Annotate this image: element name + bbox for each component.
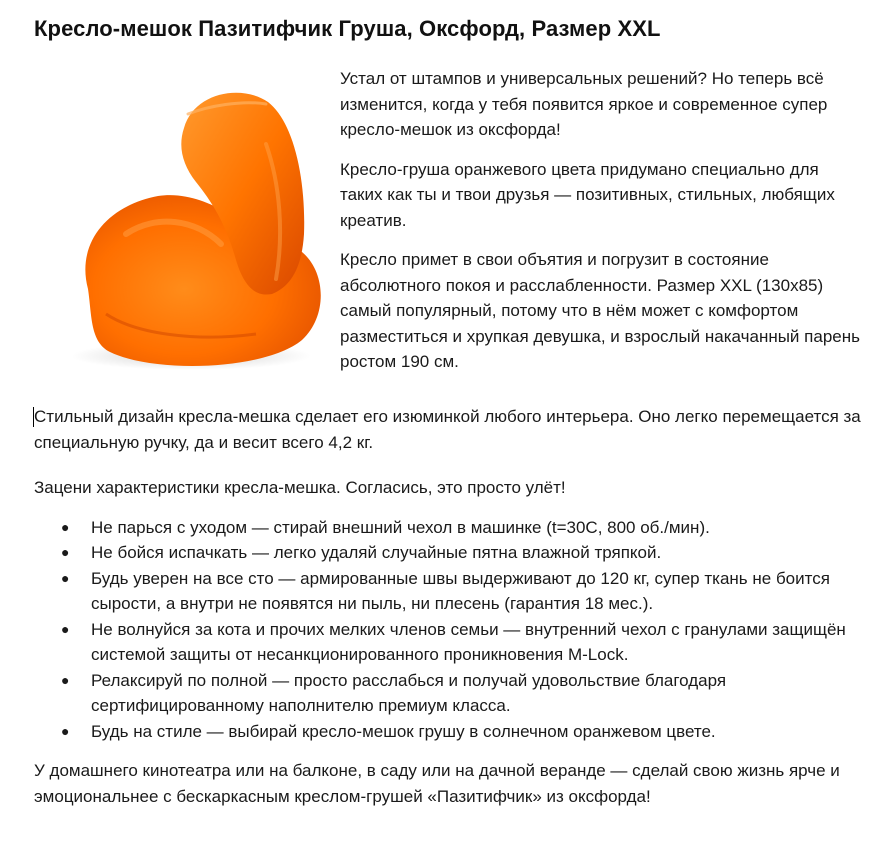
- list-item-text: Не волнуйся за кота и прочих мелких членов семьи — внутренний чехол с гранулами защищён системой защиты от несанкционированного проникновения M-Lock.: [91, 619, 846, 664]
- bullet-icon: ●: [61, 569, 70, 586]
- body-paragraph: Зацени характеристики кресла-мешка. Согласись, это просто улёт!: [34, 478, 566, 497]
- list-item-text: Релаксируй по полной — просто расслабься и получай удовольствие благодаря сертифицированному наполнителю премиум класса.: [91, 670, 727, 715]
- body-paragraph: Стильный дизайн кресла-мешка сделает его изюминкой любого интерьера. Оно легко перемещается за специальную ручку, да и весит всего 4,2 кг.: [34, 407, 861, 452]
- page-title: Кресло-мешок Пазитифчик Груша, Оксфорд, Размер XXL: [34, 16, 661, 41]
- bullet-icon: ●: [61, 544, 70, 560]
- list-item: [34, 617, 864, 668]
- intro-paragraph: Устал от штампов и универсальных решений? Но теперь всё изменится, когда у тебя появится яркое и современное супер кресло-мешок из оксфорда!: [340, 69, 828, 139]
- list-item: [34, 719, 864, 745]
- list-item: [34, 515, 864, 541]
- intro-paragraph: Кресло-груша оранжевого цвета придумано специально для таких как ты и твои друзья — позитивных, стильных, любящих креатив.: [340, 159, 835, 230]
- list-item: [34, 566, 864, 617]
- list-item: [34, 668, 864, 719]
- list-item-text: Будь уверен на все сто — армированные швы выдерживают до 120 кг, супер ткань не боится сырости, а внутри не появятся ни пыль, ни плесень (гарантия 18 мес.).: [91, 568, 830, 613]
- list-item-text: Не бойся испачкать — легко удаляй случайные пятна влажной тряпкой.: [91, 543, 662, 562]
- list-item-text: Не парься с уходом — стирай внешний чехол в машинке (t=30С, 800 об./мин).: [91, 517, 710, 537]
- bullet-icon: ●: [61, 722, 70, 739]
- closing-paragraph: У домашнего кинотеатра или на балконе, в саду или на дачной веранде — сделай свою жизнь ярче и эмоциональнее с бескаркасным креслом-грушей «Пазитифчик» из оксфорда!: [34, 761, 840, 806]
- list-item-text: Будь на стиле — выбирай кресло-мешок грушу в солнечном оранжевом цвете.: [91, 721, 716, 741]
- bullet-icon: ●: [61, 518, 70, 535]
- list-item: [34, 540, 864, 566]
- body-text: [34, 404, 864, 809]
- features-list: [34, 515, 864, 745]
- bullet-icon: ●: [61, 620, 70, 637]
- intro-text: [340, 66, 860, 375]
- bullet-icon: ●: [61, 671, 70, 688]
- intro-paragraph: Кресло примет в свои объятия и погрузит в состояние абсолютного покоя и расслабленности. Размер XXL (130х85) самый популярный, потому что в нём может с комфортом разместиться и хрупкая девушка, и взрослый накачанный парень ростом 190 см.: [340, 250, 860, 371]
- bean-bag-chair-icon: [66, 84, 328, 372]
